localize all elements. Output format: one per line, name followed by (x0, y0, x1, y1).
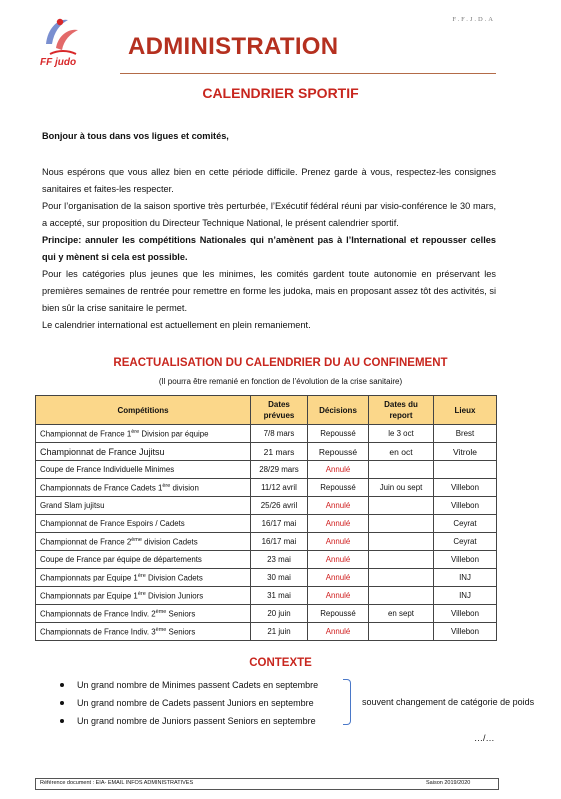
cell-decision: Annulé (308, 533, 369, 551)
cell-competition (36, 461, 251, 479)
cell-decision: Annulé (308, 497, 369, 515)
paragraph-3: Pour les catégories plus jeunes que les minimes, les comités gardent toute autonomie en préservant les premières semaines de rentrée pour remettre en forme les judoka, mais en proposant assez tôt des activités, si bien sûr la crise sanitaire le permet. (42, 269, 496, 313)
cell-date-prevue: 21 juin (251, 623, 308, 641)
reactualisation-subtitle: (Il pourra être remanié en fonction de l’évolution de la crise sanitaire) (158, 377, 403, 386)
cell-decision: Repoussé (308, 479, 369, 497)
cell-competition (36, 479, 251, 497)
cell-competition (36, 515, 251, 533)
cell-lieu: INJ (434, 569, 497, 587)
calendar-title: CALENDRIER SPORTIF (202, 85, 359, 101)
cell-competition (36, 425, 251, 443)
table-row (36, 587, 497, 605)
org-acronym: F.F.J.D.A (452, 16, 495, 23)
paragraph-4: Le calendrier international est actuellement en plein remaniement. (42, 320, 311, 330)
competition-name: Championnats de France Indiv. 2 (40, 609, 156, 619)
brace-note: souvent changement de catégorie de poids (362, 697, 535, 707)
ordinal-suffix: ère (162, 482, 171, 489)
competition-name-rest: Seniors (166, 609, 196, 619)
table-row (36, 425, 497, 443)
competition-name-rest: division (170, 483, 199, 493)
bullet-text: Un grand nombre de Cadets passent Juniors en septembre (77, 698, 314, 708)
header-lieux: Lieux (434, 396, 497, 425)
table-row (36, 515, 497, 533)
page-title: ADMINISTRATION (128, 33, 339, 60)
cell-date-report (369, 461, 434, 479)
logo-text: FF judo (40, 57, 77, 68)
table-row (36, 605, 497, 623)
cell-date-report (369, 587, 434, 605)
cell-date-report: en oct (369, 443, 434, 461)
header-dates-report: Dates du report (369, 396, 434, 425)
cell-date-report: Juin ou sept (369, 479, 434, 497)
competition-name: Coupe de France Individuelle Minimes (40, 465, 175, 474)
cell-lieu: Ceyrat (434, 533, 497, 551)
title-divider (120, 73, 496, 74)
competition-name-rest: Division Cadets (145, 573, 203, 583)
cell-date-report (369, 569, 434, 587)
competition-name: Grand Slam jujitsu (40, 501, 105, 510)
competitions-table (35, 395, 497, 641)
cell-date-prevue: 31 mai (251, 587, 308, 605)
bullet-icon (60, 701, 64, 705)
cell-date-prevue: 25/26 avril (251, 497, 308, 515)
cell-lieu: Vitrole (434, 443, 497, 461)
cell-date-prevue: 30 mai (251, 569, 308, 587)
cell-competition (36, 623, 251, 641)
cell-lieu: Villebon (434, 479, 497, 497)
cell-lieu: Villebon (434, 623, 497, 641)
cell-lieu: Brest (434, 425, 497, 443)
list-item (60, 698, 314, 708)
table-row (36, 497, 497, 515)
competition-name-rest: Seniors (166, 627, 196, 637)
competition-name-rest: Division Juniors (145, 591, 204, 601)
cell-competition (36, 443, 251, 461)
competition-name: Championnat de France Jujitsu (40, 446, 165, 457)
bullet-text: Un grand nombre de Minimes passent Cadets en septembre (77, 680, 319, 690)
competition-name: Championnat de France 2 (40, 537, 132, 547)
footer-reference: Référence document : EIA- EMAIL INFOS ADMINISTRATIVES (40, 780, 194, 786)
paragraph-2: Pour l’organisation de la saison sportive très perturbée, l’Exécutif fédéral réuni par visio-conférence le 30 mars, a accepté, sur proposition du Directeur Technique National, le présent calendrier sportif. (42, 201, 496, 228)
principle: Principe: annuler les compétitions Nationales qui n’amènent pas à l’International et repousser celles qui y mènent si cela est possible. (42, 235, 496, 262)
cell-decision: Annulé (308, 461, 369, 479)
cell-date-report (369, 497, 434, 515)
cell-decision: Repoussé (308, 605, 369, 623)
cell-date-report (369, 515, 434, 533)
table-row (36, 569, 497, 587)
ordinal-suffix: ère (137, 572, 146, 579)
cell-competition (36, 551, 251, 569)
cell-lieu: Villebon (434, 497, 497, 515)
competition-name-rest: Division par équipe (139, 429, 209, 439)
footer-season: Saison 2019/2020 (426, 780, 471, 786)
header-decisions: Décisions (308, 396, 369, 425)
continuation-mark: …/… (474, 733, 495, 743)
cell-date-prevue: 7/8 mars (251, 425, 308, 443)
list-item (60, 716, 316, 726)
cell-date-report: en sept (369, 605, 434, 623)
bullet-icon (60, 719, 64, 723)
cell-date-report (369, 551, 434, 569)
cell-date-report (369, 533, 434, 551)
cell-date-prevue: 20 juin (251, 605, 308, 623)
table-row (36, 479, 497, 497)
cell-date-prevue: 16/17 mai (251, 533, 308, 551)
cell-date-prevue: 11/12 avril (251, 479, 308, 497)
cell-date-report (369, 623, 434, 641)
cell-date-report: le 3 oct (369, 425, 434, 443)
cell-competition (36, 569, 251, 587)
competition-name: Championnats de France Cadets 1 (40, 483, 163, 493)
table-row (36, 533, 497, 551)
header-competitions: Compétitions (36, 396, 251, 425)
cell-lieu (434, 461, 497, 479)
bullet-icon (60, 683, 64, 687)
cell-decision: Annulé (308, 623, 369, 641)
competition-name: Championnat de France 1 (40, 429, 132, 439)
competition-name: Championnats de France Indiv. 3 (40, 627, 156, 637)
table-row (36, 551, 497, 569)
table-row (36, 461, 497, 479)
competition-name: Championnats par Equipe 1 (40, 573, 138, 583)
cell-decision: Annulé (308, 551, 369, 569)
ordinal-suffix: ère (137, 590, 146, 597)
competition-name-rest: division Cadets (141, 537, 198, 547)
cell-competition (36, 533, 251, 551)
cell-competition (36, 497, 251, 515)
reactualisation-title: REACTUALISATION DU CALENDRIER DU AU CONFINEMENT (113, 357, 448, 369)
ordinal-suffix: ème (131, 536, 142, 543)
cell-decision: Repoussé (308, 443, 369, 461)
cell-lieu: Ceyrat (434, 515, 497, 533)
bullet-text: Un grand nombre de Juniors passent Seniors en septembre (77, 716, 316, 726)
cell-decision: Annulé (308, 569, 369, 587)
cell-decision: Repoussé (308, 425, 369, 443)
ordinal-suffix: ème (155, 608, 167, 615)
table-row (36, 443, 497, 461)
cell-date-prevue: 21 mars (251, 443, 308, 461)
table-row (36, 623, 497, 641)
ordinal-suffix: ère (131, 428, 140, 435)
cell-lieu: Villebon (434, 605, 497, 623)
greeting: Bonjour à tous dans vos ligues et comités, (42, 131, 229, 141)
table-body (36, 425, 497, 641)
cell-decision: Annulé (308, 515, 369, 533)
cell-date-prevue: 23 mai (251, 551, 308, 569)
competition-name: Championnat de France Espoirs / Cadets (40, 519, 185, 528)
brace-icon (343, 679, 351, 725)
cell-date-prevue: 28/29 mars (251, 461, 308, 479)
paragraph-1: Nous espérons que vous allez bien en cette période difficile. Prenez garde à vous, respectez-les consignes sanitaires et faites-les respecter. (42, 167, 496, 194)
table-header-row (36, 396, 497, 425)
cell-competition (36, 605, 251, 623)
cell-decision: Annulé (308, 587, 369, 605)
cell-lieu: INJ (434, 587, 497, 605)
ordinal-suffix: ème (155, 626, 167, 633)
competition-name: Coupe de France par équipe de départements (40, 555, 202, 564)
cell-competition (36, 587, 251, 605)
list-item (60, 680, 318, 690)
header-dates-prevues: Dates prévues (251, 396, 308, 425)
competition-name: Championnats par Equipe 1 (40, 591, 138, 601)
contexte-title: CONTEXTE (249, 657, 312, 669)
cell-lieu: Villebon (434, 551, 497, 569)
cell-date-prevue: 16/17 mai (251, 515, 308, 533)
